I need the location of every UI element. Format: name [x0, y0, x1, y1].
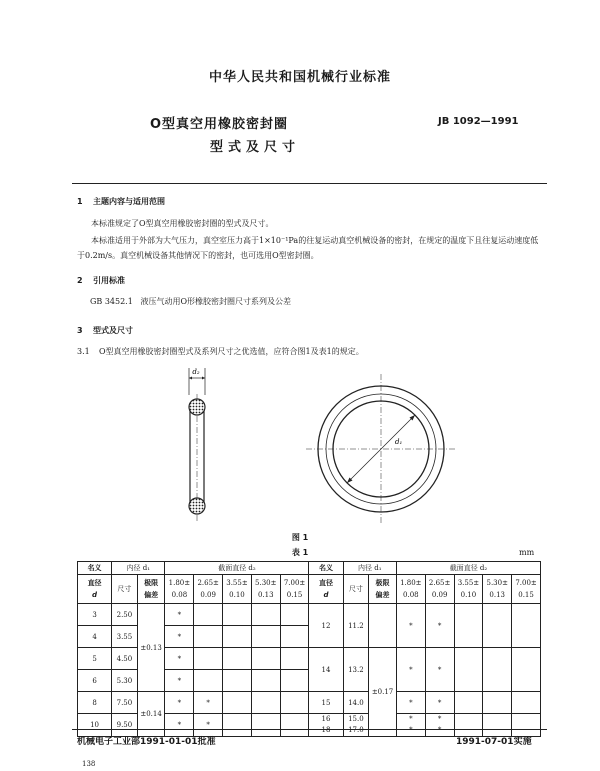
d1-label: d₁ [395, 438, 403, 446]
cell-d: 12 [309, 604, 343, 648]
section-title: 型式及尺寸 [93, 326, 133, 335]
cell-mark [512, 648, 541, 692]
th-section-size [280, 575, 309, 604]
cell-mark [251, 648, 280, 670]
cell-d: 6 [78, 670, 112, 692]
figure-1-drawing [168, 360, 458, 530]
section-tol: 0.08 [403, 591, 419, 599]
cross-section-bottom [189, 498, 205, 514]
section-tol: 0.09 [200, 591, 216, 599]
section-number: 1 [77, 197, 83, 206]
cell-mark [512, 604, 541, 648]
section-1-heading [77, 196, 165, 207]
cell-mark: * [165, 670, 194, 692]
section-tol: 0.15 [286, 591, 303, 599]
cell-mark: * [165, 648, 194, 670]
th-section-size [425, 575, 454, 604]
cell-d: 10 [78, 714, 112, 737]
cell-d: 3 [78, 604, 112, 626]
cell-mark: * [396, 604, 425, 648]
th-section-size [223, 575, 252, 604]
cell-mark: * [165, 692, 194, 714]
cell-mark: * [396, 648, 425, 692]
th-inner-diameter: 内径 d₁ [112, 562, 165, 575]
th-deviation: 偏差 [144, 591, 159, 599]
th-section-size [396, 575, 425, 604]
th-section-size [454, 575, 483, 604]
standard-code: JB 1092—1991 [438, 116, 519, 127]
approval-note: 机械电子工业部1991-01-01批准 [77, 737, 216, 747]
cell-tolerance: ±0.14 [137, 692, 165, 737]
section-size: 5.30± [255, 579, 277, 587]
cell-mark [223, 692, 252, 714]
th-limit: 极限 [375, 579, 390, 587]
th-name: 名义 [309, 562, 343, 575]
cell-mark: * [425, 648, 454, 692]
cell-mark [483, 648, 512, 692]
cell-mark [454, 604, 483, 648]
clause-3-1 [77, 344, 364, 359]
document-header: 中华人民共和国机械行业标准 [208, 70, 391, 85]
table-unit: mm [519, 548, 535, 557]
cell-mark [483, 692, 512, 714]
page-number: 138 [82, 760, 96, 768]
section-number: 3 [77, 326, 83, 335]
ring-section-view [189, 368, 205, 522]
reference-title: 液压气动用O形橡胶密封圈尺寸系列及公差 [140, 297, 292, 306]
reference-standard [90, 294, 291, 309]
cell-mark: * [165, 604, 194, 626]
cell-size: 14.0 [343, 692, 369, 714]
section-number: 2 [77, 276, 83, 285]
cell-mark [454, 692, 483, 714]
cell-mark [280, 714, 309, 737]
cell-mark: * [425, 604, 454, 648]
th-section-size [512, 575, 541, 604]
th-section-diameter: 截面直径 d₂ [396, 562, 540, 575]
cell-mark [251, 714, 280, 737]
cell-mark [280, 670, 309, 692]
cell-mark: * [396, 692, 425, 714]
th-section-size [483, 575, 512, 604]
section-title: 引用标准 [93, 276, 125, 285]
cell-mark: * [425, 692, 454, 714]
cell-mark: * [194, 714, 223, 737]
document-title: O型真空用橡胶密封圈 [150, 117, 289, 132]
ring-plan-view [306, 374, 456, 524]
th-limit-deviation [369, 575, 397, 604]
cell-size: 7.50 [112, 692, 138, 714]
section-size: 2.65± [197, 579, 219, 587]
cell-mark [280, 692, 309, 714]
cell-size: 13.2 [343, 648, 369, 692]
th-section-size [251, 575, 280, 604]
cell-mark [223, 648, 252, 670]
cell-d [309, 714, 343, 737]
th-diameter: 直径 [87, 579, 102, 587]
th-limit-deviation [137, 575, 165, 604]
cell-d: 15 [309, 692, 343, 714]
section-tol: 0.08 [171, 591, 188, 599]
th-section-size [165, 575, 194, 604]
document-subtitle: 型式及尺寸 [210, 140, 301, 155]
th-size: 尺寸 [112, 575, 138, 604]
cell-mark: * [194, 692, 223, 714]
cell-mark [512, 692, 541, 714]
cell-tolerance: ±0.17 [369, 648, 397, 737]
th-diameter: 直径 [319, 579, 334, 587]
section-tol: 0.10 [460, 591, 477, 599]
cell-size: 4.50 [112, 648, 138, 670]
table-subheader-row [78, 575, 541, 604]
cell-mark [251, 692, 280, 714]
cell-size: 15.0 [348, 715, 364, 723]
section-size: 3.55± [457, 579, 480, 587]
th-diameter-d [78, 575, 112, 604]
cell-size: 11.2 [343, 604, 369, 648]
table-row [78, 604, 541, 626]
cell-d: 8 [78, 692, 112, 714]
section-size: 5.30± [486, 579, 508, 587]
cell-mark [223, 604, 252, 626]
cell-size: 2.50 [112, 604, 138, 626]
d2-label: d₂ [192, 368, 200, 376]
reference-code: GB 3452.1 [90, 297, 133, 306]
header-divider [72, 183, 547, 184]
cell-tolerance [369, 604, 397, 648]
table-header-row [78, 562, 541, 575]
cell-mark [454, 648, 483, 692]
cell-mark: * [409, 726, 413, 734]
cell-size [343, 714, 369, 737]
cell-d: 14 [309, 648, 343, 692]
cell-mark [223, 714, 252, 737]
table-1 [77, 561, 541, 737]
section-tol: 0.13 [257, 591, 274, 599]
section-1-paragraph-2: 本标准适用于外部为大气压力，真空室压力高于1×10⁻¹Pa的往复运动真空机械设备的密封，在规定的温度下且往复运动速度低于0.2m/s。真空机械设备其他情况下的密封，也可选用O型密封圈。 [77, 236, 539, 260]
cell-mark [251, 670, 280, 692]
section-size: 7.00± [283, 579, 306, 587]
section-size: 2.65± [428, 579, 451, 587]
section-tol: 0.10 [229, 591, 245, 599]
section-tol: 0.15 [518, 591, 534, 599]
cell-mark [425, 714, 454, 737]
section-size: 1.80± [168, 579, 191, 587]
cell-mark: * [165, 626, 194, 648]
cell-mark [194, 670, 223, 692]
cross-section-top [189, 399, 205, 415]
section-size: 3.55± [226, 579, 248, 587]
cell-d: 5 [78, 648, 112, 670]
table-row [78, 692, 541, 714]
cell-mark [280, 648, 309, 670]
section-title: 主题内容与适用范围 [93, 197, 165, 206]
section-3-heading [77, 325, 133, 336]
cell-mark [251, 604, 280, 626]
cell-d: 4 [78, 626, 112, 648]
cell-mark [483, 604, 512, 648]
section-tol: 0.09 [431, 591, 448, 599]
cell-d: 16 [321, 715, 331, 723]
cell-mark [280, 626, 309, 648]
cell-mark: * [409, 715, 413, 723]
th-inner-diameter: 内径 d₁ [343, 562, 396, 575]
cell-mark [223, 626, 252, 648]
cell-d: 18 [321, 726, 331, 734]
cell-mark [251, 626, 280, 648]
cell-mark [280, 604, 309, 626]
cell-size: 5.30 [112, 670, 138, 692]
section-size: 1.80± [400, 579, 422, 587]
th-section-size [194, 575, 223, 604]
table-caption: 表 1 [291, 548, 309, 557]
figure-caption: 图 1 [291, 533, 309, 542]
cell-mark: * [437, 726, 442, 734]
th-section-diameter: 截面直径 d₂ [165, 562, 309, 575]
cell-size: 3.55 [112, 626, 138, 648]
section-size: 7.00± [515, 579, 537, 587]
th-d-symbol: d [92, 591, 98, 599]
cell-mark [194, 648, 223, 670]
clause-text: O型真空用橡胶密封圈型式及系列尺寸之优选值，应符合图1及表1的规定。 [99, 347, 364, 356]
cell-mark: * [165, 714, 194, 737]
cell-mark [194, 626, 223, 648]
cell-mark: * [437, 715, 442, 723]
clause-number: 3.1 [77, 347, 90, 356]
th-limit: 极限 [144, 579, 159, 587]
section-2-heading [77, 275, 125, 286]
section-tol: 0.13 [489, 591, 505, 599]
section-1-paragraph-1: 本标准规定了O型真空用橡胶密封圈的型式及尺寸。 [91, 219, 274, 228]
th-deviation: 偏差 [375, 591, 390, 599]
cell-mark [396, 714, 425, 737]
th-size: 尺寸 [343, 575, 369, 604]
th-diameter-d [309, 575, 343, 604]
implementation-date: 1991-07-01实施 [456, 737, 532, 747]
cell-mark [223, 670, 252, 692]
cell-size: 9.50 [112, 714, 138, 737]
cell-size: 17.0 [348, 726, 364, 734]
footer-divider [72, 729, 547, 730]
th-name: 名义 [78, 562, 112, 575]
th-d-symbol: d [323, 591, 329, 599]
cell-mark [194, 604, 223, 626]
cell-tolerance: ±0.13 [137, 604, 165, 692]
